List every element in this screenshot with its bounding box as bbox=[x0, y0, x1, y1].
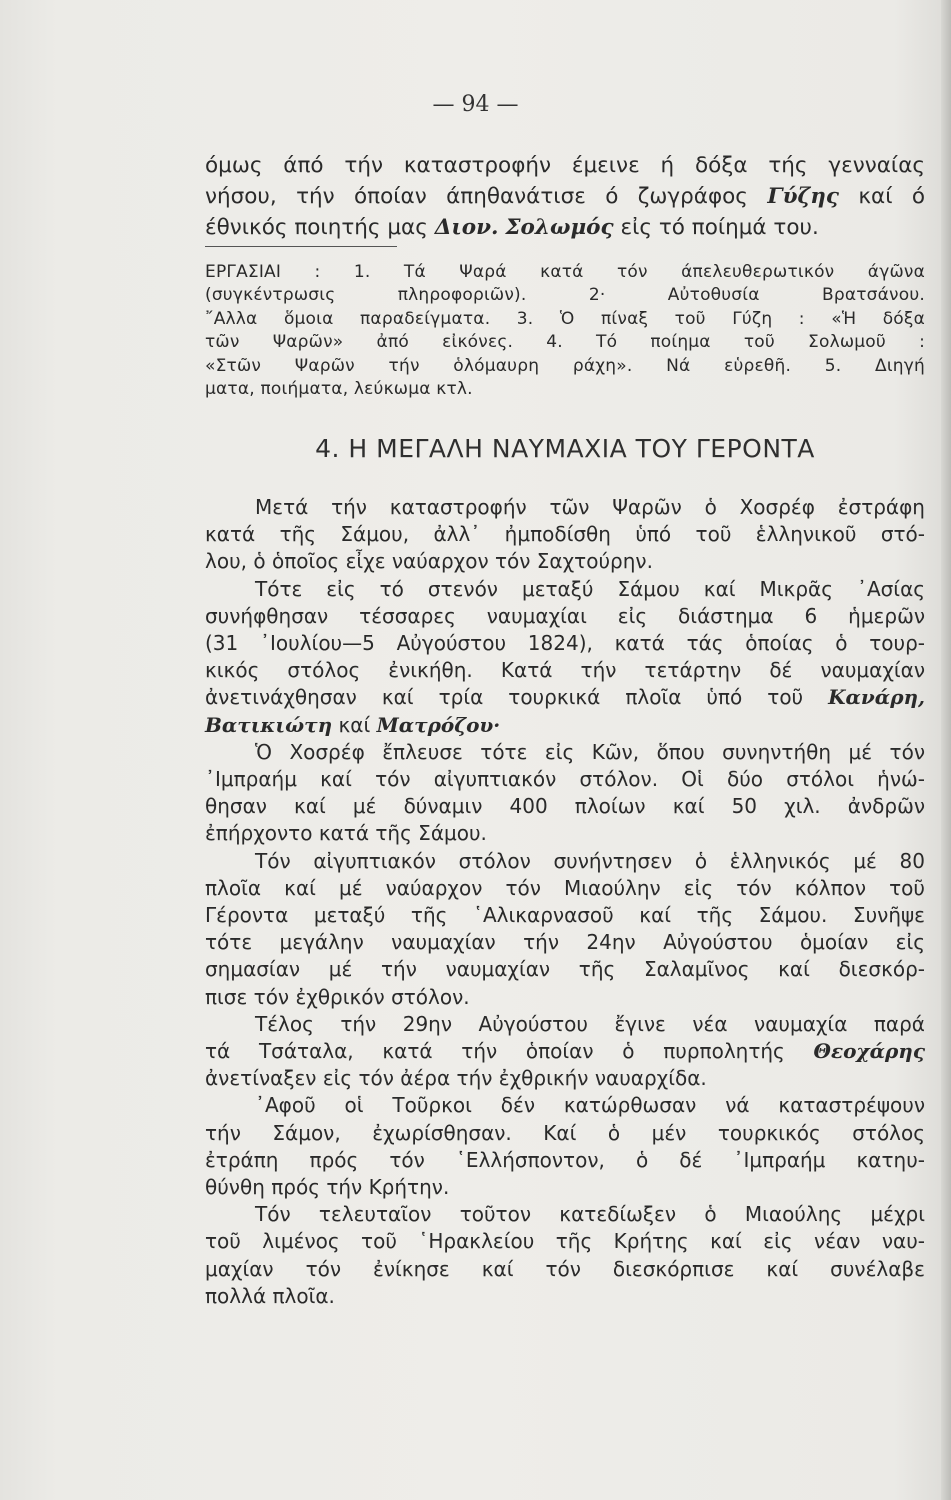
text-span: ἀνετινάχθησαν καί τρία τουρκικά πλοῖα ὑπό τοῦ bbox=[205, 685, 804, 710]
text-line: λου, ὁ ὁποῖος εἶχε ναύαρχον τόν Σαχτούρην. bbox=[205, 549, 653, 574]
text-line: ἐπήρχοντο κατά τῆς Σάμου. bbox=[205, 821, 487, 846]
text-line: ἀνετίναξεν εἰς τόν ἀέρα τήν ἐχθρικήν ναυαρχίδα. bbox=[205, 1066, 707, 1091]
matrozos-name: Ματρόζου· bbox=[376, 712, 501, 737]
text-line: ἐτράπη πρός τόν ῾Ελλήσποντον, ὁ δέ ᾽Ιμπραήμ κατηυ- bbox=[205, 1147, 925, 1172]
text-line: ᾽Αφοῦ οἱ Τοῦρκοι δέν κατώρθωσαν νά καταστρέψουν bbox=[255, 1093, 925, 1118]
text-line: Τότε εἰς τό στενόν μεταξύ Σάμου καί Μικρᾶς ᾽Ασίας bbox=[255, 576, 925, 601]
poet-first-name: Διον. bbox=[434, 215, 499, 240]
text-line: Τόν τελευταῖον τοῦτον κατεδίωξεν ὁ Μιαούλης μέχρι bbox=[255, 1202, 925, 1227]
exercise-line: ΕΡΓΑΣΙΑΙ : 1. Τά Ψαρά κατά τόν άπελευθερωτικόν άγῶνα bbox=[205, 262, 925, 282]
text-line: Γέροντα μεταξύ τῆς ῾Αλικαρνασοῦ καί τῆς Σάμου. Συνῆψε bbox=[205, 903, 925, 928]
text-span: καί ό bbox=[858, 184, 926, 209]
text-line bbox=[205, 684, 925, 711]
intro-paragraph bbox=[205, 150, 925, 243]
text-line: τοῦ λιμένος τοῦ ῾Ηρακλείου τῆς Κρήτης καί εἰς νέαν ναυ- bbox=[205, 1229, 925, 1254]
exercises-block bbox=[205, 261, 925, 401]
body-text bbox=[205, 494, 925, 1310]
theocharis-name: Θεοχάρης bbox=[813, 1039, 925, 1064]
text-line: ᾽Ιμπραήμ καί τόν αἰγυπτιακόν στόλον. Οἱ δύο στόλοι ἡνώ- bbox=[205, 767, 925, 792]
text-line bbox=[205, 1038, 925, 1065]
text-line: πισε τόν ἐχθρικόν στόλον. bbox=[205, 984, 470, 1009]
text-line: θύνθη πρός τήν Κρήτην. bbox=[205, 1175, 450, 1200]
text-span: νήσου, τήν όποίαν άπηθανάτισε ό ζωγράφος bbox=[205, 184, 748, 209]
text-line: πολλά πλοῖα. bbox=[205, 1283, 335, 1308]
text-line: (31 ᾽Ιουλίου—5 Αὐγούστου 1824), κατά τάς ὁποίας ὁ τουρ- bbox=[205, 631, 925, 656]
text-line: τήν Σάμον, ἐχωρίσθησαν. Καί ὁ μέν τουρκικός στόλος bbox=[205, 1120, 925, 1145]
text-line bbox=[205, 212, 925, 243]
exercise-line: ματα, ποιήματα, λεύκωμα κτλ. bbox=[205, 379, 473, 400]
page-number: — 94 — bbox=[432, 92, 519, 117]
text-line: πλοῖα καί μέ ναύαρχον τόν Μιαούλην εἰς τόν κόλπον τοῦ bbox=[205, 875, 925, 900]
vatikiotis-name: Βατικιώτη bbox=[205, 712, 333, 737]
text-span: έθνικός ποιητής μας bbox=[205, 215, 428, 240]
text-line: θησαν καί μέ δύναμιν 400 πλοίων καί 50 χιλ. ἀνδρῶν bbox=[205, 794, 925, 819]
text-line: όμως άπό τήν καταστροφήν έμεινε ή δόξα τής γενναίας bbox=[205, 153, 925, 178]
text-line: Μετά τήν καταστροφήν τῶν Ψαρῶν ὁ Χοσρέφ ἐστράφη bbox=[255, 495, 925, 519]
kanaris-name: Κανάρη, bbox=[828, 685, 926, 710]
text-span: τά Τσάταλα, κατά τήν ὁποίαν ὁ πυρπολητής bbox=[205, 1039, 785, 1064]
text-line: κικός στόλος ἐνικήθη. Κατά τήν τετάρτην δέ ναυμαχίαν bbox=[205, 658, 925, 683]
text-line: Τόν αἰγυπτιακόν στόλον συνήντησεν ὁ ἑλληνικός μέ 80 bbox=[255, 848, 925, 873]
text-line: μαχίαν τόν ἐνίκησε καί τόν διεσκόρπισε καί συνέλαβε bbox=[205, 1256, 925, 1281]
page-edge bbox=[941, 0, 951, 1500]
exercise-line: τῶν Ψαρῶν» ἀπό εἰκόνες. 4. Τό ποίημα τοῦ Σολωμοῦ : bbox=[205, 332, 925, 353]
text-line: σημασίαν μέ τήν ναυμαχίαν τῆς Σαλαμῖνος καί διεσκόρ- bbox=[205, 957, 925, 982]
text-line bbox=[205, 712, 925, 739]
text-line: συνήφθησαν τέσσαρες ναυμαχίαι εἰς διάστημα 6 ἡμερῶν bbox=[205, 603, 925, 628]
exercise-line: «Στῶν Ψαρῶν τήν ὁλόμαυρη ράχη». Νά εὑρεθῆ. 5. Διηγή bbox=[205, 355, 925, 376]
text-line: Τέλος τήν 29ην Αὐγούστου ἔγινε νέα ναυμαχία παρά bbox=[255, 1011, 925, 1036]
section-heading: 4. Η ΜΕΓΑΛΗ ΝΑΥΜΑΧΙΑ ΤΟΥ ΓΕΡΟΝΤΑ bbox=[315, 434, 815, 463]
exercise-line: ῎Αλλα ὅμοια παραδείγματα. 3. Ὁ πίναξ τοῦ Γύζη : «Ἡ δόξα bbox=[205, 308, 925, 329]
exercise-line: (συγκέντρωσις πληροφοριῶν). 2· Αὐτοθυσία Βρατσάνου. bbox=[205, 285, 925, 306]
text-line bbox=[205, 181, 925, 212]
text-line: τότε μεγάλην ναυμαχίαν τήν 24ην Αὐγούστου ὁμοίαν εἰς bbox=[205, 930, 925, 955]
text-line: κατά τῆς Σάμου, ἀλλ᾽ ἠμποδίσθη ὑπό τοῦ ἑλληνικοῦ στό- bbox=[205, 522, 925, 547]
poet-name: Σολωμός bbox=[505, 215, 614, 240]
text-span: καί bbox=[338, 712, 371, 737]
section-divider bbox=[205, 246, 397, 247]
painter-name: Γύζης bbox=[767, 184, 839, 209]
text-span: εἰς τό ποίημά του. bbox=[620, 215, 819, 240]
text-line: Ὁ Χοσρέφ ἔπλευσε τότε εἰς Κῶν, ὅπου συνηντήθη μέ τόν bbox=[255, 739, 925, 764]
